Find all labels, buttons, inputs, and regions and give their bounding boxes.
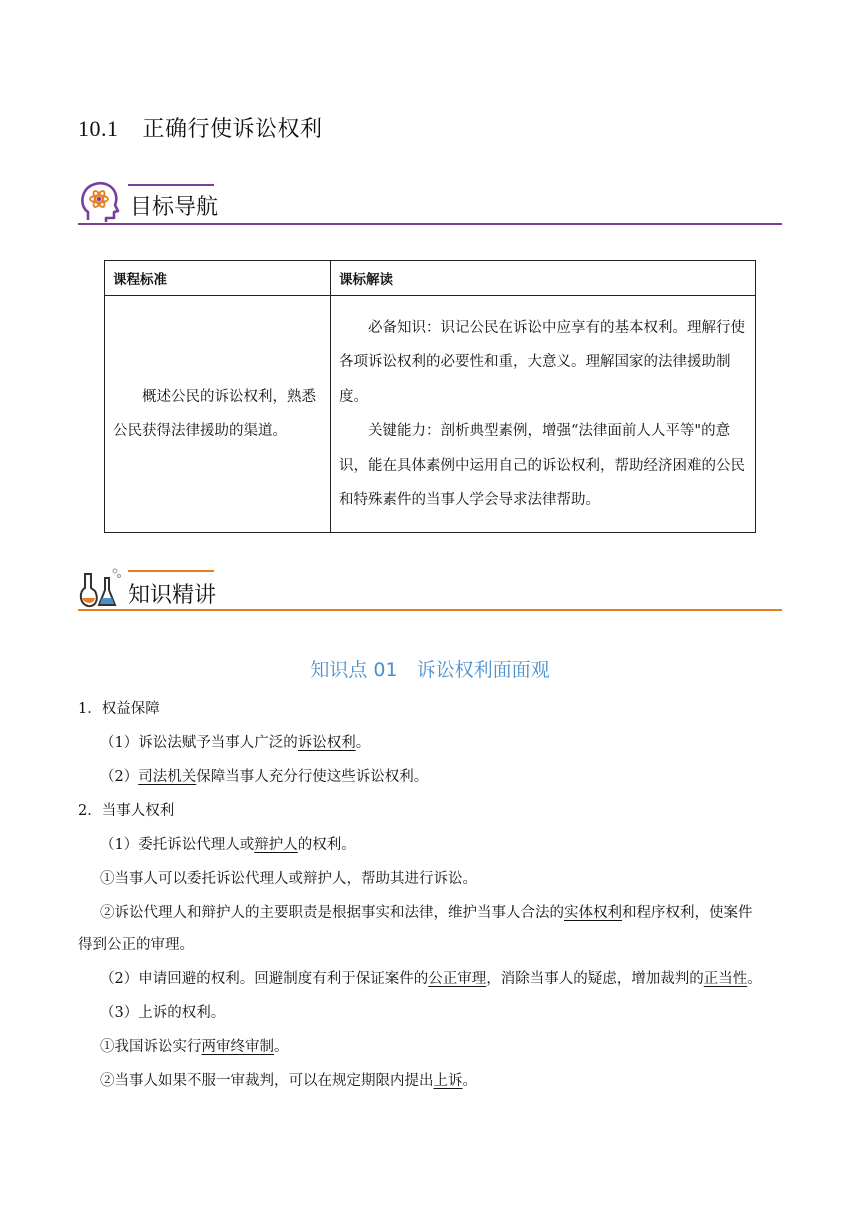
text: 。 bbox=[462, 1073, 477, 1089]
table-header-standard: 课程标准 bbox=[105, 261, 331, 296]
underlined-term: 诉讼权利 bbox=[297, 735, 356, 751]
heading-rights-protection: 1．权益保障 bbox=[78, 701, 160, 717]
list-item-continuation: 得到公正的审理。 bbox=[78, 937, 194, 953]
knowledge-point-title: 知识点 01 诉讼权利面面观 bbox=[310, 659, 550, 681]
standards-table bbox=[104, 260, 756, 533]
text: ②当事人如果不服一审裁判，可以在规定期限内提出 bbox=[100, 1073, 434, 1089]
underlined-term: 辩护人 bbox=[254, 837, 298, 853]
required-knowledge: 必备知识：识记公民在诉讼中应享有的基本权利。理解行使各项诉讼权利的必要性和重，大意义。理解国家的法律援助制度。 bbox=[339, 319, 745, 405]
list-item bbox=[100, 833, 356, 854]
table-header-row bbox=[105, 261, 756, 296]
underlined-term: 司法机关 bbox=[138, 769, 197, 785]
list-item bbox=[100, 967, 762, 988]
table-header-interpretation: 课标解读 bbox=[331, 261, 756, 296]
list-item bbox=[100, 901, 753, 922]
text: （1）委托诉讼代理人或 bbox=[100, 837, 255, 853]
text: 。 bbox=[274, 1039, 289, 1055]
knowledge-label: 知识精讲 bbox=[128, 583, 217, 608]
list-item bbox=[100, 765, 428, 786]
list-item: （3）上诉的权利。 bbox=[100, 1005, 226, 1021]
key-ability: 关键能力：剖析典型素例，增强“法律面前人人平等"的意识，能在具体素例中运用自己的诉讼权利，帮助经济困难的公民和特殊素件的当事人学会导求法律帮助。 bbox=[339, 423, 745, 508]
text: （1）诉讼法赋予当事人广泛的 bbox=[100, 735, 298, 751]
knowledge-section-header bbox=[78, 566, 782, 614]
underlined-term: 正当性 bbox=[703, 971, 748, 987]
lesson-title bbox=[78, 112, 323, 143]
underlined-term: 公正审理 bbox=[428, 971, 487, 987]
list-item: ①当事人可以委托诉讼代理人或辩护人，帮助其进行诉讼。 bbox=[100, 871, 477, 887]
head-atom-icon bbox=[78, 180, 124, 224]
lesson-title-text: 正确行使诉讼权利 bbox=[142, 117, 323, 142]
text: 。 bbox=[355, 735, 371, 751]
section-top-rule bbox=[128, 570, 214, 572]
goal-nav-rule bbox=[78, 223, 782, 225]
list-item bbox=[100, 1069, 477, 1090]
goal-nav-section-header bbox=[78, 180, 782, 228]
text: （2） bbox=[100, 769, 139, 785]
underlined-term: 两审终审制 bbox=[201, 1039, 274, 1055]
lab-flask-icon bbox=[78, 566, 124, 610]
text: 保障当事人充分行使这些诉讼权利。 bbox=[196, 769, 429, 785]
list-item bbox=[100, 731, 370, 752]
goal-nav-label: 目标导航 bbox=[130, 195, 219, 220]
text: （2）申请回避的权利。回避制度有利于保证案件的 bbox=[100, 971, 429, 987]
section-top-rule bbox=[128, 184, 214, 186]
underlined-term: 实体权利 bbox=[564, 905, 622, 921]
text: ②诉讼代理人和辩护人的主要职责是根据事实和法律，维护当事人合法的 bbox=[100, 905, 564, 921]
text: 的权利。 bbox=[297, 837, 356, 853]
list-item bbox=[100, 1035, 289, 1056]
lesson-number: 10.1 bbox=[78, 116, 119, 141]
heading-party-rights: 2．当事人权利 bbox=[78, 803, 175, 819]
knowledge-rule bbox=[78, 609, 782, 611]
text: 和程序权利，使案件 bbox=[622, 905, 753, 921]
underlined-term: 上诉 bbox=[433, 1073, 463, 1089]
table-row bbox=[105, 296, 756, 533]
text: 。 bbox=[747, 971, 762, 987]
standard-cell: 概述公民的诉讼权利，熟悉公民获得法律援助的渠道。 bbox=[105, 296, 331, 533]
text: ，消除当事人的疑虑，增加裁判的 bbox=[486, 971, 704, 987]
text: ①我国诉讼实行 bbox=[100, 1039, 202, 1055]
interpretation-cell bbox=[331, 296, 756, 533]
